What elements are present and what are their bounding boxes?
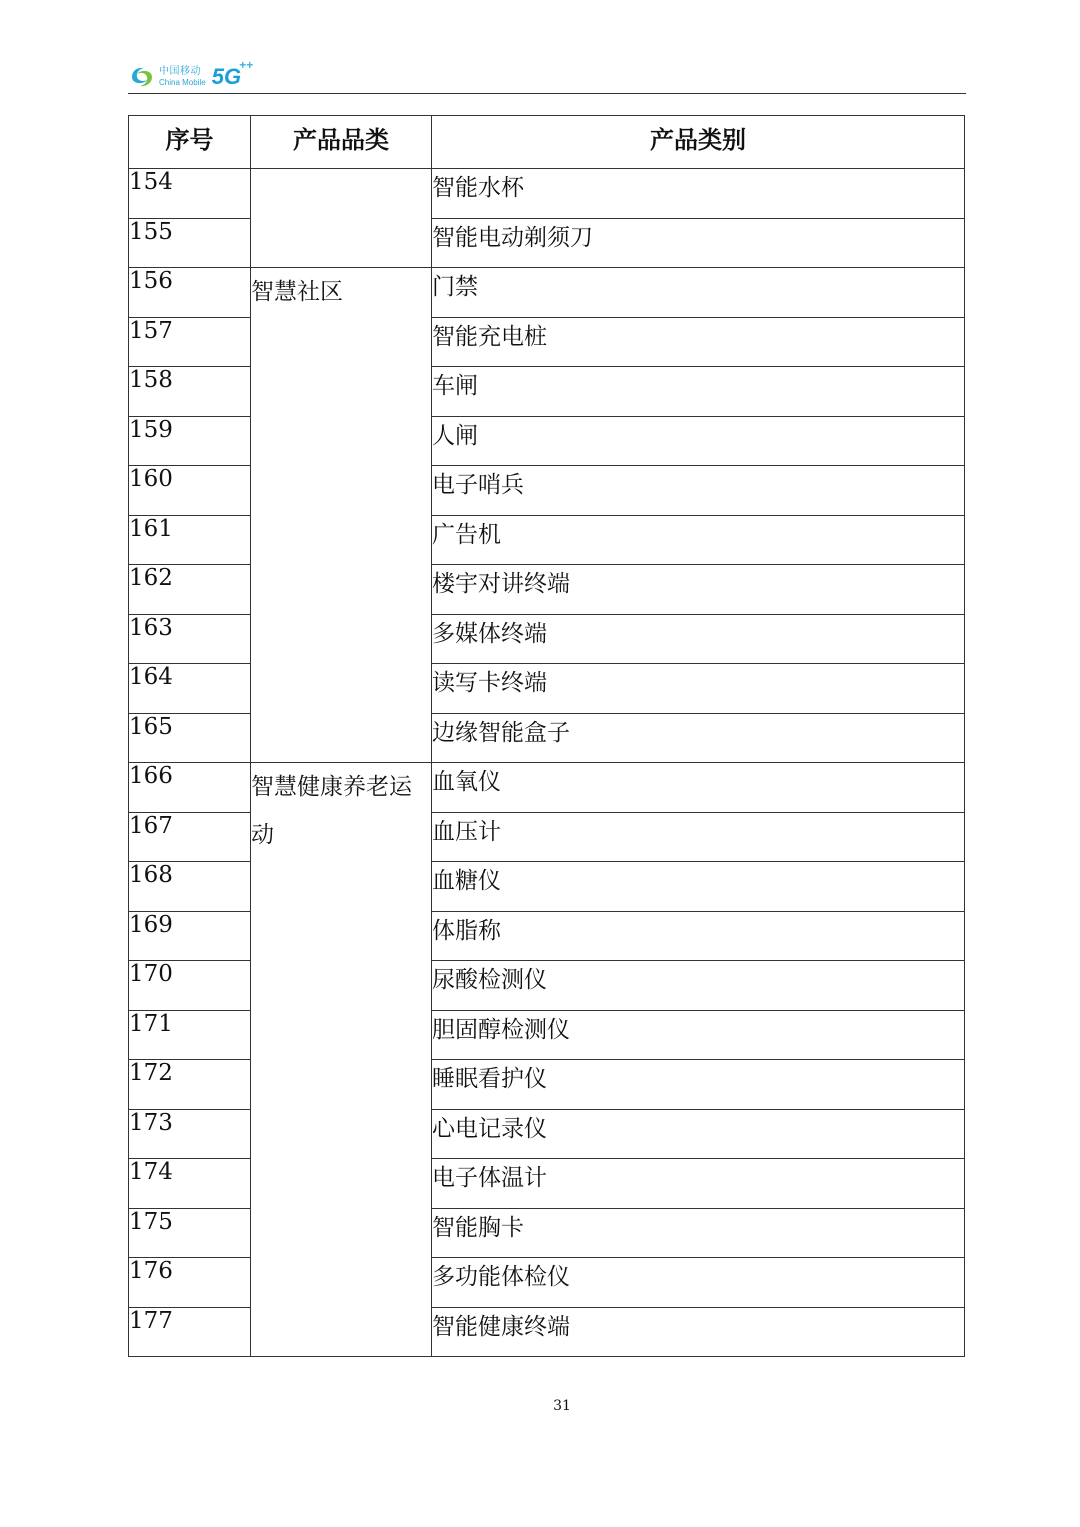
product-type-cell: 广告机 bbox=[432, 515, 965, 565]
logo-chinese-name: 中国移动 bbox=[159, 66, 201, 77]
product-type-cell: 血氧仪 bbox=[432, 763, 965, 813]
row-number-cell: 164 bbox=[129, 664, 251, 714]
logo-english-name: China Mobile bbox=[159, 78, 206, 87]
product-type-cell: 多媒体终端 bbox=[432, 614, 965, 664]
product-type-cell: 边缘智能盒子 bbox=[432, 713, 965, 763]
row-number-cell: 173 bbox=[129, 1109, 251, 1159]
product-type-cell: 心电记录仪 bbox=[432, 1109, 965, 1159]
row-number-cell: 156 bbox=[129, 268, 251, 318]
product-type-cell: 智能健康终端 bbox=[432, 1307, 965, 1357]
column-header-category: 产品品类 bbox=[251, 116, 432, 169]
logo-5g-suffix: ++ bbox=[239, 58, 254, 72]
product-type-cell: 读写卡终端 bbox=[432, 664, 965, 714]
product-type-cell: 多功能体检仪 bbox=[432, 1258, 965, 1308]
header-divider bbox=[128, 93, 966, 94]
row-number-cell: 161 bbox=[129, 515, 251, 565]
column-header-number: 序号 bbox=[129, 116, 251, 169]
product-type-cell: 智能电动剃须刀 bbox=[432, 218, 965, 268]
product-type-cell: 电子哨兵 bbox=[432, 466, 965, 516]
product-type-cell: 血压计 bbox=[432, 812, 965, 862]
product-table bbox=[128, 115, 965, 1357]
row-number-cell: 165 bbox=[129, 713, 251, 763]
category-cell bbox=[251, 169, 432, 268]
china-mobile-logo bbox=[128, 58, 254, 92]
product-type-cell: 门禁 bbox=[432, 268, 965, 318]
row-number-cell: 155 bbox=[129, 218, 251, 268]
row-number-cell: 176 bbox=[129, 1258, 251, 1308]
row-number-cell: 174 bbox=[129, 1159, 251, 1209]
product-type-cell: 睡眠看护仪 bbox=[432, 1060, 965, 1110]
product-type-cell: 智能充电桩 bbox=[432, 317, 965, 367]
column-header-type: 产品类别 bbox=[432, 116, 965, 169]
row-number-cell: 157 bbox=[129, 317, 251, 367]
product-type-cell: 血糖仪 bbox=[432, 862, 965, 912]
table-row bbox=[129, 268, 965, 318]
table-row bbox=[129, 763, 965, 813]
row-number-cell: 175 bbox=[129, 1208, 251, 1258]
row-number-cell: 171 bbox=[129, 1010, 251, 1060]
logo-5g-text: 5G bbox=[211, 64, 242, 89]
row-number-cell: 163 bbox=[129, 614, 251, 664]
product-type-cell: 尿酸检测仪 bbox=[432, 961, 965, 1011]
product-type-cell: 电子体温计 bbox=[432, 1159, 965, 1209]
table-row bbox=[129, 169, 965, 219]
row-number-cell: 169 bbox=[129, 911, 251, 961]
row-number-cell: 168 bbox=[129, 862, 251, 912]
row-number-cell: 177 bbox=[129, 1307, 251, 1357]
product-type-cell: 人闸 bbox=[432, 416, 965, 466]
product-type-cell: 智能胸卡 bbox=[432, 1208, 965, 1258]
row-number-cell: 172 bbox=[129, 1060, 251, 1110]
category-cell: 智慧社区 bbox=[251, 268, 432, 763]
product-type-cell: 楼宇对讲终端 bbox=[432, 565, 965, 615]
row-number-cell: 166 bbox=[129, 763, 251, 813]
china-mobile-logo-icon bbox=[128, 63, 156, 91]
table-header-row bbox=[129, 116, 965, 169]
row-number-cell: 160 bbox=[129, 466, 251, 516]
page-number: 31 bbox=[553, 1398, 571, 1414]
row-number-cell: 167 bbox=[129, 812, 251, 862]
row-number-cell: 170 bbox=[129, 961, 251, 1011]
row-number-cell: 159 bbox=[129, 416, 251, 466]
row-number-cell: 158 bbox=[129, 367, 251, 417]
row-number-cell: 162 bbox=[129, 565, 251, 615]
product-type-cell: 体脂称 bbox=[432, 911, 965, 961]
product-type-cell: 车闸 bbox=[432, 367, 965, 417]
category-cell: 智慧健康养老运动 bbox=[251, 763, 432, 1357]
logo-5g-mark bbox=[211, 58, 254, 90]
product-type-cell: 智能水杯 bbox=[432, 169, 965, 219]
row-number-cell: 154 bbox=[129, 169, 251, 219]
page-header bbox=[128, 58, 966, 94]
product-type-cell: 胆固醇检测仪 bbox=[432, 1010, 965, 1060]
table-body bbox=[129, 169, 965, 1357]
